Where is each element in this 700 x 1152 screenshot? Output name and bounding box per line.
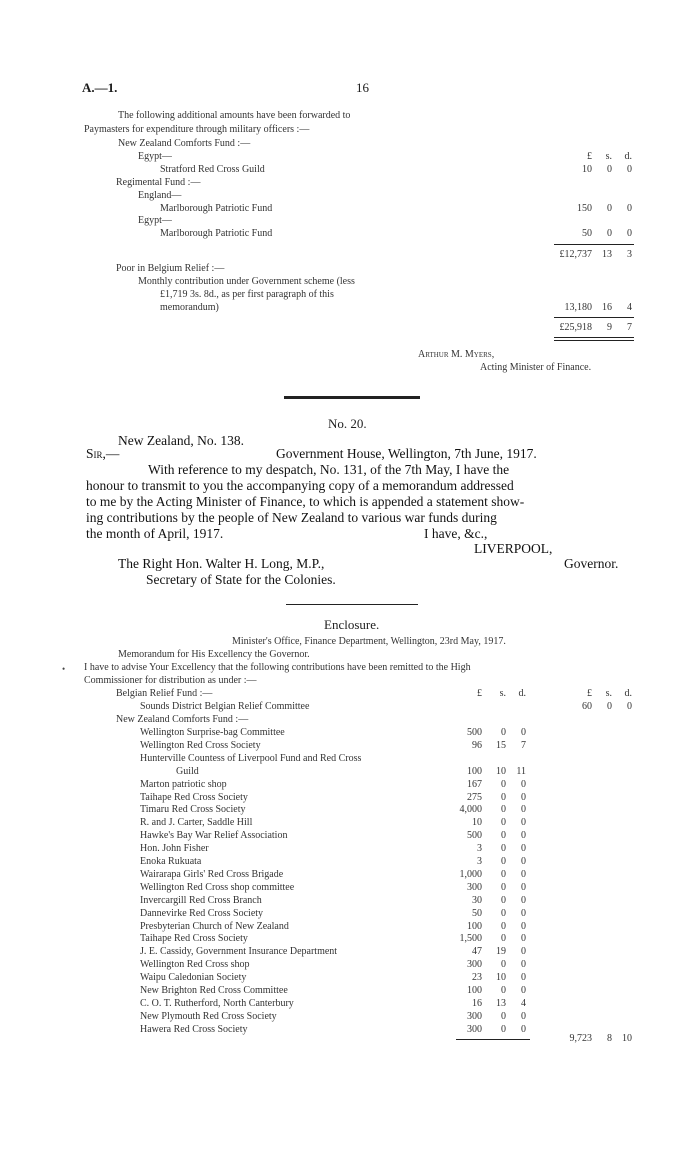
contribution-pence: 0 (521, 895, 526, 906)
closing: I have, &c., (424, 526, 488, 541)
contributor-name: Dannevirke Red Cross Society (140, 908, 264, 919)
contribution-shillings: 0 (501, 869, 506, 880)
sounds-label: Sounds District Belgian Relief Committee (140, 701, 310, 712)
total-shillings: 9 (607, 322, 612, 333)
monthly-pounds: 13,180 (564, 302, 592, 313)
contribution-pence: 0 (521, 908, 526, 919)
enclosure-memo: Memorandum for His Excellency the Governor. (118, 649, 310, 660)
contributor-name: Presbyterian Church of New Zealand (140, 921, 289, 932)
contribution-pence: 0 (521, 843, 526, 854)
marlborough-england-pounds: 150 (577, 203, 592, 214)
currency-pounds-heading: £ (587, 151, 592, 162)
contribution-pounds: 4,000 (459, 804, 482, 815)
body-line-2: honour to transmit to you the accompanying copy of a memorandum addressed (86, 478, 514, 493)
contribution-shillings: 0 (501, 1011, 506, 1022)
contribution-shillings: 0 (501, 908, 506, 919)
contributor-name: Hawera Red Cross Society (140, 1024, 248, 1035)
monthly-line-1: Monthly contribution under Government scheme (less (138, 276, 355, 287)
contribution-shillings: 0 (501, 882, 506, 893)
stratford-shillings: 0 (607, 164, 612, 175)
margin-mark: • (62, 664, 66, 674)
contribution-pence: 7 (521, 740, 526, 751)
intro-line-1: The following additional amounts have been forwarded to (118, 110, 351, 121)
body-line-4: ing contributions by the people of New Zealand to various war funds during (86, 510, 497, 525)
contribution-pounds: 16 (472, 998, 482, 1009)
marlborough-england-pence: 0 (627, 203, 632, 214)
contributor-name: Invercargill Red Cross Branch (140, 895, 262, 906)
col2-pounds-heading: £ (587, 688, 592, 699)
contributor-name: Hunterville Countess of Liverpool Fund and Red Cross (140, 753, 362, 764)
contribution-pounds: 500 (467, 830, 482, 841)
contribution-pence: 0 (521, 1011, 526, 1022)
stratford-label: Stratford Red Cross Guild (160, 164, 265, 175)
contribution-pounds: 275 (467, 792, 482, 803)
intro-line-2: Paymasters for expenditure through military officers :— (84, 124, 310, 135)
contribution-pence: 0 (521, 817, 526, 828)
col2-shillings-heading: s. (605, 688, 612, 699)
contributor-name: Timaru Red Cross Society (140, 804, 246, 815)
contribution-pence: 0 (521, 830, 526, 841)
contribution-shillings: 0 (501, 856, 506, 867)
contributor-name: Wairarapa Girls' Red Cross Brigade (140, 869, 284, 880)
contribution-shillings: 15 (496, 740, 506, 751)
despatch-nz-number: New Zealand, No. 138. (118, 433, 244, 448)
col1-shillings-heading: s. (499, 688, 506, 699)
signature-name: Arthur M. Myers, (418, 349, 495, 360)
stratford-pence: 0 (627, 164, 632, 175)
list-total-pence: 10 (622, 1033, 632, 1044)
contribution-shillings: 19 (496, 946, 506, 957)
subtotal-pence: 3 (627, 249, 632, 260)
nz-comforts-heading-2: New Zealand Comforts Fund :— (116, 714, 249, 725)
addressee: The Right Hon. Walter H. Long, M.P., (118, 556, 325, 571)
place-date: Government House, Wellington, 7th June, 1917. (276, 446, 537, 461)
contribution-shillings: 0 (501, 779, 506, 790)
nz-comforts-heading: New Zealand Comforts Fund :— (118, 138, 251, 149)
contributor-name: J. E. Cassidy, Government Insurance Department (140, 946, 338, 957)
document-reference: A.—1. (82, 80, 118, 95)
total-pounds: £25,918 (559, 322, 592, 333)
contributor-name: New Brighton Red Cross Committee (140, 985, 288, 996)
enclosure-title: Enclosure. (324, 617, 380, 632)
stratford-pounds: 10 (582, 164, 592, 175)
contribution-pence: 0 (521, 856, 526, 867)
contribution-shillings: 0 (501, 985, 506, 996)
monthly-line-2: £1,719 3s. 8d., as per first paragraph of this (160, 289, 334, 300)
contributor-name: Enoka Rukuata (140, 856, 202, 867)
despatch-number: No. 20. (328, 416, 367, 431)
contribution-pence: 0 (521, 882, 526, 893)
contribution-pounds: 10 (472, 817, 482, 828)
contribution-pence: 0 (521, 921, 526, 932)
advise-line-2: Commissioner for distribution as under :— (84, 675, 257, 686)
subtotal-shillings: 13 (602, 249, 612, 260)
contribution-pounds: 500 (467, 727, 482, 738)
contribution-pounds: 3 (477, 843, 482, 854)
contribution-pence: 0 (521, 727, 526, 738)
contribution-shillings: 0 (501, 727, 506, 738)
contribution-pounds: 3 (477, 856, 482, 867)
section-divider (284, 396, 420, 399)
contributor-name: Taihape Red Cross Society (140, 933, 248, 944)
signature-title: Acting Minister of Finance. (480, 362, 592, 373)
list-total-pounds: 9,723 (569, 1033, 592, 1044)
contribution-shillings: 0 (501, 830, 506, 841)
currency-pence-heading: d. (624, 151, 632, 162)
salutation: Sir,— (86, 446, 120, 461)
contribution-shillings: 0 (501, 895, 506, 906)
signer: LIVERPOOL, (474, 541, 553, 556)
contribution-pounds: 30 (472, 895, 482, 906)
contribution-shillings: 10 (496, 766, 506, 777)
contribution-pence: 0 (521, 972, 526, 983)
contribution-pence: 0 (521, 1024, 526, 1035)
contribution-pounds: 23 (472, 972, 482, 983)
contributor-name: Taihape Red Cross Society (140, 792, 248, 803)
secretary-title: Secretary of State for the Colonies. (146, 572, 336, 587)
contribution-shillings: 0 (501, 792, 506, 803)
sounds-pence: 0 (627, 701, 632, 712)
contribution-pounds: 167 (467, 779, 482, 790)
contribution-shillings: 0 (501, 921, 506, 932)
list-total-shillings: 8 (607, 1033, 612, 1044)
contribution-pence: 11 (516, 766, 526, 777)
marlborough-egypt-pence: 0 (627, 228, 632, 239)
regimental-heading: Regimental Fund :— (116, 177, 201, 188)
contributor-name: Hon. John Fisher (140, 843, 209, 854)
egypt-heading-2: Egypt— (138, 215, 172, 226)
contribution-pounds: 47 (472, 946, 482, 957)
contribution-pence: 0 (521, 804, 526, 815)
contributor-name: New Plymouth Red Cross Society (140, 1011, 277, 1022)
contribution-shillings: 0 (501, 1024, 506, 1035)
contributor-name: Guild (176, 766, 199, 777)
contribution-pence: 0 (521, 946, 526, 957)
egypt-heading: Egypt— (138, 151, 172, 162)
contribution-pence: 0 (521, 985, 526, 996)
contribution-pence: 0 (521, 869, 526, 880)
sounds-pounds: 60 (582, 701, 592, 712)
advise-line-1: I have to advise Your Excellency that the following contributions have been remitted to the High (84, 662, 471, 673)
total-double-rule-1 (554, 337, 634, 338)
contribution-pounds: 300 (467, 882, 482, 893)
contribution-pounds: 1,000 (459, 869, 482, 880)
col2-pence-heading: d. (624, 688, 632, 699)
marlborough-egypt-shillings: 0 (607, 228, 612, 239)
contribution-shillings: 13 (496, 998, 506, 1009)
enclosure-office: Minister's Office, Finance Department, Wellington, 23rd May, 1917. (232, 636, 506, 647)
monthly-line-3: memorandum) (160, 302, 219, 313)
governor-title: Governor. (564, 556, 619, 571)
belgian-relief-heading: Belgian Relief Fund :— (116, 688, 213, 699)
sounds-shillings: 0 (607, 701, 612, 712)
marlborough-england-label: Marlborough Patriotic Fund (160, 203, 273, 214)
contributor-name: Wellington Red Cross Society (140, 740, 261, 751)
contribution-pence: 0 (521, 779, 526, 790)
contributor-name: Wellington Surprise-bag Committee (140, 727, 285, 738)
contribution-pounds: 1,500 (459, 933, 482, 944)
body-line-3: to me by the Acting Minister of Finance, to which is appended a statement show- (86, 494, 525, 509)
poor-belgium-heading: Poor in Belgium Relief :— (116, 263, 225, 274)
list-total-rule (456, 1039, 530, 1040)
monthly-pence: 4 (627, 302, 632, 313)
marlborough-england-shillings: 0 (607, 203, 612, 214)
contributor-name: R. and J. Carter, Saddle Hill (140, 817, 253, 828)
contribution-pence: 0 (521, 959, 526, 970)
contributor-name: Hawke's Bay War Relief Association (140, 830, 288, 841)
contribution-pence: 0 (521, 933, 526, 944)
currency-shillings-heading: s. (605, 151, 612, 162)
contribution-pounds: 100 (467, 921, 482, 932)
total-double-rule-2 (554, 340, 634, 341)
col1-pence-heading: d. (518, 688, 526, 699)
contribution-shillings: 0 (501, 959, 506, 970)
contribution-shillings: 0 (501, 817, 506, 828)
contribution-shillings: 0 (501, 933, 506, 944)
contribution-pounds: 96 (472, 740, 482, 751)
contributor-name: Marton patriotic shop (140, 779, 227, 790)
contribution-pounds: 100 (467, 985, 482, 996)
contribution-pounds: 300 (467, 959, 482, 970)
contribution-pounds: 50 (472, 908, 482, 919)
marlborough-egypt-label: Marlborough Patriotic Fund (160, 228, 273, 239)
contribution-shillings: 0 (501, 804, 506, 815)
contributor-name: Waipu Caledonian Society (140, 972, 247, 983)
monthly-shillings: 16 (602, 302, 612, 313)
subtotal-pounds: £12,737 (559, 249, 592, 260)
page-number: 16 (356, 80, 369, 95)
contribution-shillings: 0 (501, 843, 506, 854)
contribution-shillings: 10 (496, 972, 506, 983)
contribution-pounds: 300 (467, 1024, 482, 1035)
contributor-name: Wellington Red Cross shop committee (140, 882, 295, 893)
england-heading: England— (138, 190, 182, 201)
contribution-pence: 0 (521, 792, 526, 803)
marlborough-egypt-pounds: 50 (582, 228, 592, 239)
contribution-pounds: 300 (467, 1011, 482, 1022)
contribution-pounds: 100 (467, 766, 482, 777)
total-rule (554, 317, 634, 318)
total-pence: 7 (627, 322, 632, 333)
subtotal-rule (554, 244, 634, 245)
contributor-name: C. O. T. Rutherford, North Canterbury (140, 998, 294, 1009)
contributor-name: Wellington Red Cross shop (140, 959, 250, 970)
body-line-5: the month of April, 1917. (86, 526, 224, 541)
enclosure-divider (286, 604, 418, 605)
contribution-pence: 4 (521, 998, 526, 1009)
body-line-1: With reference to my despatch, No. 131, of the 7th May, I have the (148, 462, 510, 477)
col1-pounds-heading: £ (477, 688, 482, 699)
